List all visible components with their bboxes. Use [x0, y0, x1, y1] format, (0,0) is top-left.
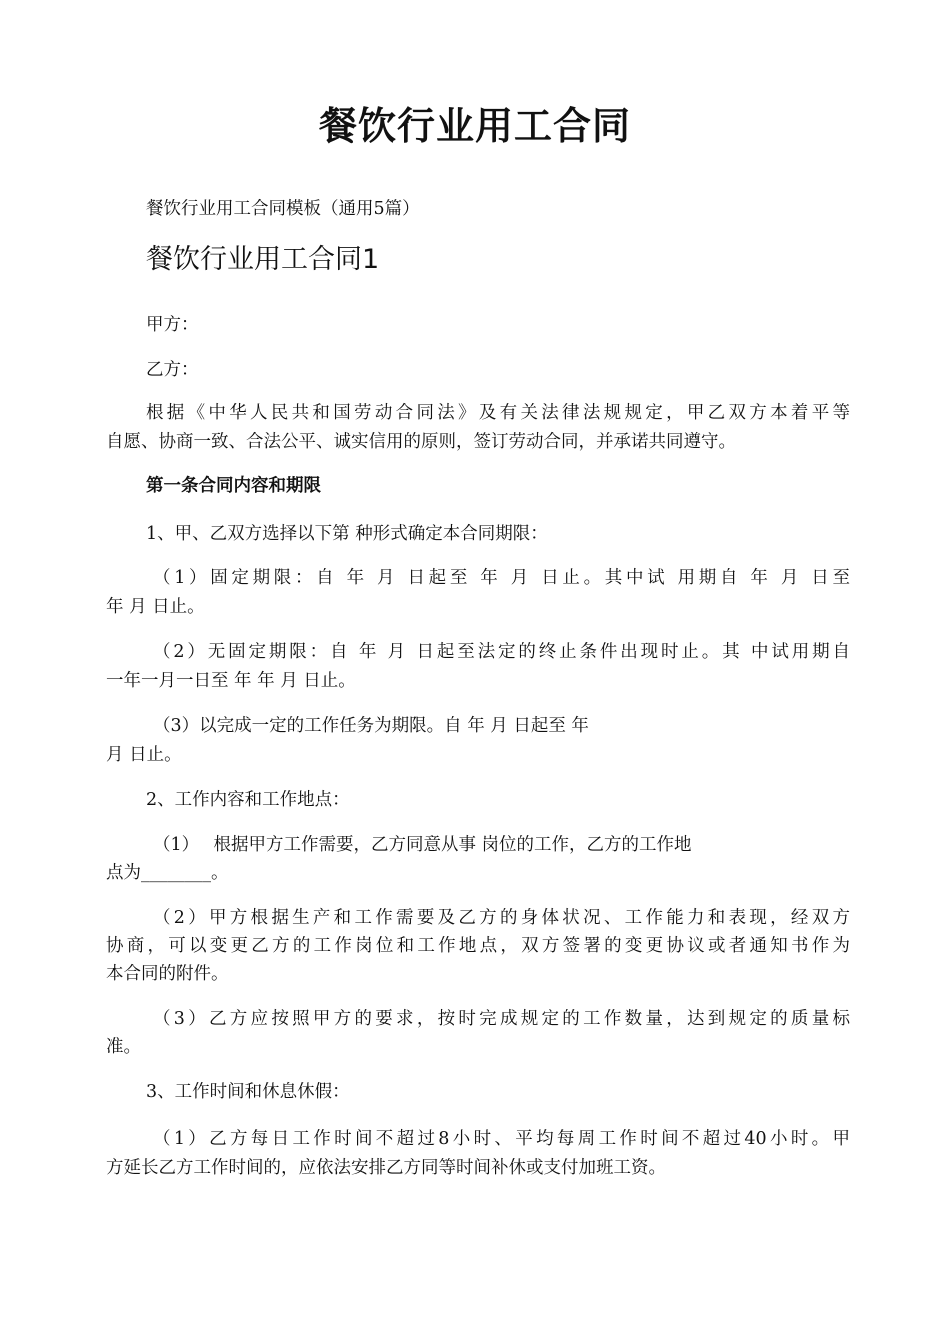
clause-3: 3、工作时间和休息休假：	[146, 1082, 350, 1102]
clause-2-3-line-2: 准。	[106, 1037, 141, 1057]
intro-line-1: 根据《中华人民共和国劳动合同法》及有关法律法规规定，甲乙双方本着平等	[146, 403, 850, 423]
clause-1-1-line-2: 年 月 日止。	[106, 597, 205, 617]
document-subtitle: 餐饮行业用工合同模板（通用5篇）	[146, 199, 420, 219]
clause-2-1-line-2: 点为________。	[106, 863, 229, 883]
clause-1-2-line-1: （2）无固定期限：自 年 月 日起至法定的终止条件出现时止。其 中试用期自	[153, 642, 850, 662]
clause-2-2-line-3: 本合同的附件。	[106, 964, 229, 984]
document-title: 餐饮行业用工合同	[318, 104, 631, 148]
clause-2-1-line-1: （1） 根据甲方工作需要，乙方同意从事 岗位的工作，乙方的工作地	[153, 835, 692, 855]
clause-1: 1、甲、乙双方选择以下第 种形式确定本合同期限：	[146, 524, 548, 544]
clause-2: 2、工作内容和工作地点：	[146, 790, 350, 810]
clause-2-3-line-1: （3）乙方应按照甲方的要求，按时完成规定的工作数量，达到规定的质量标	[153, 1009, 850, 1029]
clause-1-3-line-2: 月 日止。	[106, 745, 182, 765]
intro-line-2: 自愿、协商一致、合法公平、诚实信用的原则，签订劳动合同，并承诺共同遵守。	[106, 432, 736, 452]
clause-2-2-line-1: （2）甲方根据生产和工作需要及乙方的身体状况、工作能力和表现，经双方	[153, 908, 850, 928]
clause-3-1-line-2: 方延长乙方工作时间的，应依法安排乙方同等时间补休或支付加班工资。	[106, 1158, 666, 1178]
party-a-label: 甲方：	[146, 315, 199, 335]
party-b-label: 乙方：	[146, 360, 199, 380]
section-heading: 餐饮行业用工合同1	[146, 244, 380, 275]
clause-1-2-line-2: 一年一月一日至 年 年 月 日止。	[106, 671, 356, 691]
clause-1-1-line-1: （1）固定期限：自 年 月 日起至 年 月 日止。其中试 用期自 年 月 日至	[153, 568, 850, 588]
clause-3-1-line-1: （1）乙方每日工作时间不超过8小时、平均每周工作时间不超过40小时。甲	[153, 1129, 850, 1149]
article-1-heading: 第一条合同内容和期限	[146, 476, 321, 496]
clause-1-3-line-1: （3）以完成一定的工作任务为期限。自 年 月 日起至 年	[153, 716, 589, 736]
clause-2-2-line-2: 协商，可以变更乙方的工作岗位和工作地点，双方签署的变更协议或者通知书作为	[106, 936, 850, 956]
